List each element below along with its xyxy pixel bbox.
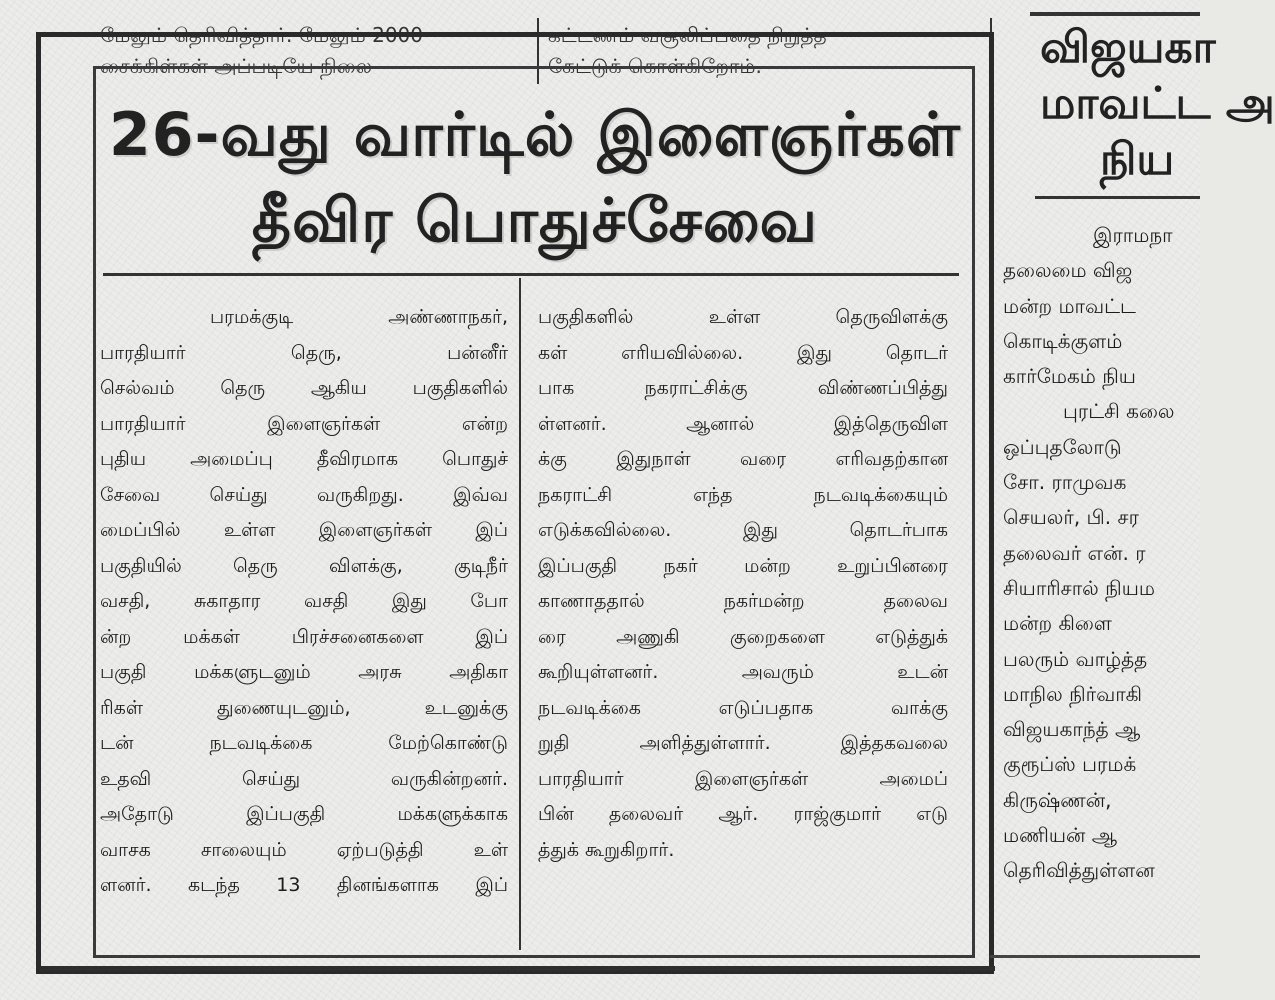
headline-line-2: தீவிர பொதுச்சேவை — [251, 186, 819, 256]
text-line: பரமக்குடி அண்ணாநகர், — [210, 306, 508, 328]
column-separator — [519, 278, 521, 950]
text-line: சோ. ராமுவக — [1003, 470, 1127, 495]
text-line: ஒப்புதலோடு — [1003, 434, 1122, 459]
text-line: மணியன் ஆ — [1003, 823, 1118, 848]
snippet-line: மேலும் தெரிவித்தார். மேலும் 2000 — [100, 23, 424, 47]
text-line: புரட்சி கலை — [1063, 399, 1175, 424]
right-headline-line: நிய — [1100, 134, 1175, 185]
text-line: ன்ற மக்கள் பிரச்சனைகளை இப் — [100, 625, 508, 648]
text-line: குரூப்ஸ் பரமக் — [1003, 752, 1137, 777]
text-line: ள்ளனர். ஆனால் இத்தெருவிள — [538, 412, 948, 435]
text-line: இப்பகுதி நகர் மன்ற உறுப்பினரை — [538, 554, 948, 577]
text-line: மன்ற மாவட்ட — [1003, 293, 1136, 318]
text-line: ளனர். கடந்த 13 தினங்களாக இப் — [100, 874, 508, 896]
text-line: நகராட்சி எந்த நடவடிக்கையும் — [538, 483, 948, 506]
text-line: கொடிக்குளம் — [1003, 328, 1123, 353]
right-article-headline — [1040, 20, 1275, 190]
text-line: க்கு இதுநாள் வரை எரிவதற்கான — [538, 448, 948, 470]
article-column-1 — [100, 300, 508, 950]
text-line: இராமநா — [1093, 223, 1173, 247]
text-line: காணாததால் நகர்மன்ற தலைவ — [538, 590, 948, 612]
snippet-line: கேட்டுக் கொள்கிறோம். — [548, 54, 762, 78]
text-line: உதவி செய்து வருகின்றனர். — [100, 767, 508, 790]
text-line: செயலர், பி. சர — [1003, 505, 1139, 530]
text-line: கள் எரியவில்லை. இது தொடர் — [538, 341, 948, 364]
article-headline — [100, 92, 970, 272]
text-line: மாநில நிர்வாகி — [1003, 681, 1143, 706]
text-line: மைப்பில் உள்ள இளைஞர்கள் இப் — [100, 519, 508, 541]
text-line: பாரதியார் இளைஞர்கள் அமைப் — [538, 767, 948, 790]
text-line: பலரும் வாழ்த்த — [1003, 646, 1148, 671]
text-line: நடவடிக்கை எடுப்பதாக வாக்கு — [538, 696, 948, 719]
text-line: அதோடு இப்பகுதி மக்களுக்காக — [100, 803, 508, 825]
right-headline-line: மாவட்ட அ — [1040, 78, 1275, 129]
text-line: றுதி அளித்துள்ளார். இத்தகவலை — [538, 732, 948, 754]
text-line: பாரதியார் தெரு, பன்னீர் — [100, 341, 508, 364]
text-line: பாரதியார் இளைஞர்கள் என்ற — [100, 412, 508, 435]
text-line: சேவை செய்து வருகிறது. இவ்வ — [100, 483, 508, 506]
text-line: த்துக் கூறுகிறார். — [538, 838, 675, 861]
text-line: தலைவர் என். ர — [1003, 540, 1146, 565]
right-headline-line: விஜயகா — [1040, 22, 1216, 73]
text-line: வாசக சாலையும் ஏற்படுத்தி உள் — [100, 838, 508, 861]
text-line: பகுதி மக்களுடனும் அரசு அதிகா — [100, 661, 508, 683]
text-line: தெரிவித்துள்ளன — [1003, 858, 1155, 883]
text-line: டன் நடவடிக்கை மேற்கொண்டு — [100, 732, 508, 754]
bottom-rule — [40, 966, 995, 971]
text-line: ரை அணுகி குறைகளை எடுத்துக் — [538, 625, 948, 648]
text-line: கிருஷ்ணன், — [1003, 787, 1112, 812]
text-line: சியாரிசால் நியம — [1003, 575, 1155, 600]
text-line: செல்வம் தெரு ஆகிய பகுதிகளில் — [100, 377, 508, 399]
text-line: விஜயகாந்த் ஆ — [1003, 717, 1141, 742]
snippet-line: கட்டணம் வசூலிப்பதை நிறுத்த — [548, 23, 827, 47]
text-line: மன்ற கிளை — [1003, 611, 1112, 636]
text-line: எடுக்கவில்லை. இது தொடர்பாக — [538, 519, 948, 541]
headline-line-1: 26-வது வார்டில் இளைஞர்கள் — [109, 100, 961, 170]
text-line: புதிய அமைப்பு தீவிரமாக பொதுச் — [100, 448, 508, 470]
right-article-body — [1003, 218, 1233, 978]
text-line: கார்மேகம் நிய — [1003, 364, 1136, 389]
text-line: கூறியுள்ளனர். அவரும் உடன் — [538, 661, 948, 683]
text-line: வசதி, சுகாதார வசதி இது போ — [100, 590, 508, 612]
text-line: பின் தலைவர் ஆர். ராஜ்குமார் எடு — [538, 803, 948, 825]
text-line: தலைமை விஜ — [1003, 258, 1133, 283]
right-bottom-rule — [990, 955, 1200, 958]
snippet-line: சைக்கிள்கள் அப்படியே நிலை — [100, 54, 373, 78]
text-line: ரிகள் துணையுடனும், உடனுக்கு — [100, 696, 508, 719]
article-column-2 — [538, 300, 948, 950]
text-line: பகுதியில் தெரு விளக்கு, குடிநீர் — [100, 554, 508, 577]
right-article-top-rule — [1030, 12, 1200, 16]
right-article-rule — [1035, 196, 1200, 199]
text-line: பகுதிகளில் உள்ள தெருவிளக்கு — [538, 306, 948, 328]
text-line: பாக நகராட்சிக்கு விண்ணப்பித்து — [538, 377, 948, 399]
headline-rule — [103, 273, 959, 276]
